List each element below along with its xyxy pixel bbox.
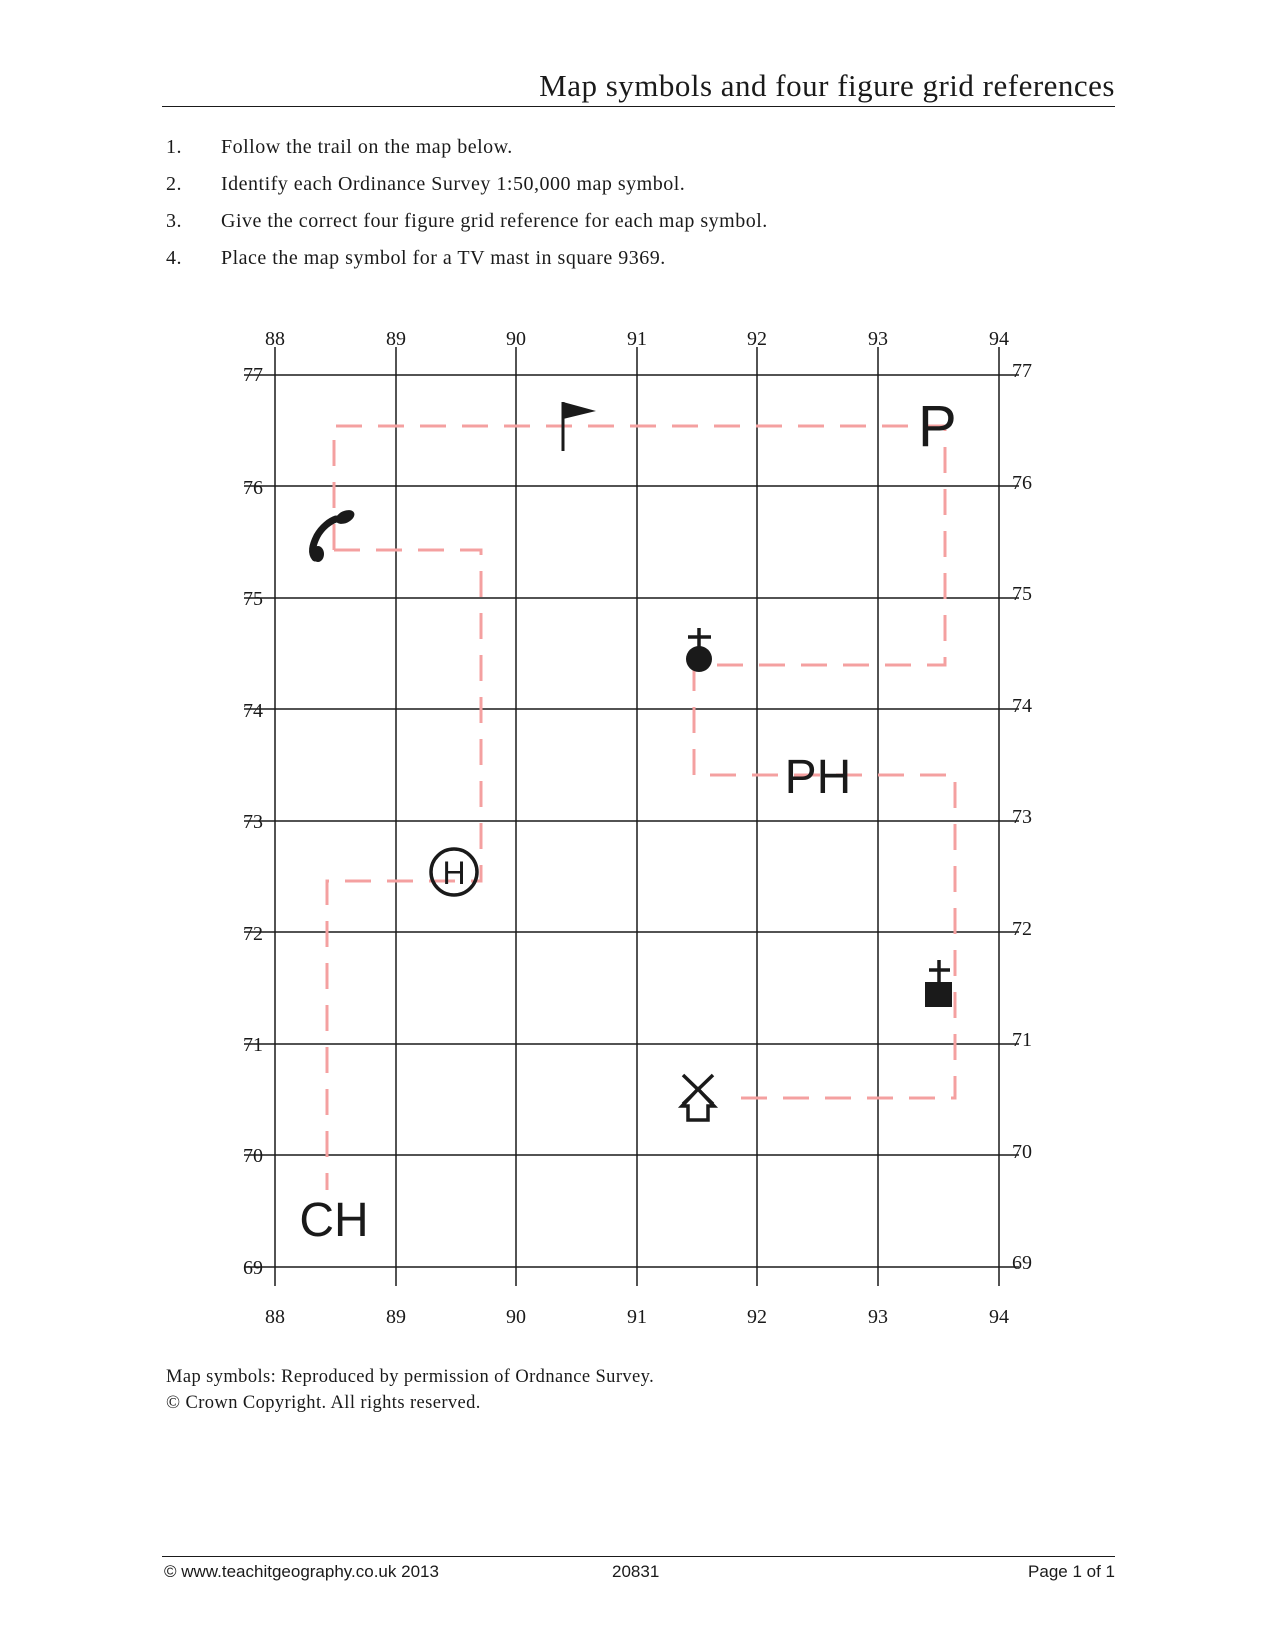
hospital-icon bbox=[431, 849, 477, 895]
instruction-text: Identify each Ordinance Survey 1:50,000 map symbol. bbox=[221, 173, 686, 195]
instruction-text: Follow the trail on the map below. bbox=[221, 136, 513, 158]
parking-icon: P bbox=[918, 394, 957, 459]
easting-label-bottom: 92 bbox=[747, 1306, 767, 1328]
northing-label-left: 69 bbox=[243, 1257, 263, 1279]
credit-line: © Crown Copyright. All rights reserved. bbox=[166, 1393, 481, 1413]
grid-lines bbox=[244, 347, 1019, 1286]
northing-label-right: 69 bbox=[1012, 1252, 1032, 1274]
footer-copyright: © www.teachitgeography.co.uk 2013 bbox=[164, 1562, 439, 1581]
northing-label-right: 75 bbox=[1012, 583, 1032, 605]
windmill-icon bbox=[682, 1075, 714, 1120]
easting-label-top: 94 bbox=[989, 328, 1009, 350]
northing-label-left: 71 bbox=[243, 1034, 263, 1056]
easting-label-top: 91 bbox=[627, 328, 647, 350]
easting-label-bottom: 93 bbox=[868, 1306, 888, 1328]
public-house-label: PH bbox=[784, 751, 852, 804]
northing-label-right: 77 bbox=[1012, 360, 1032, 382]
church-with-spire-icon bbox=[686, 628, 712, 672]
northing-label-right: 70 bbox=[1012, 1141, 1032, 1163]
easting-label-top: 89 bbox=[386, 328, 406, 350]
instruction-number: 4. bbox=[166, 247, 182, 269]
easting-label-bottom: 90 bbox=[506, 1306, 526, 1328]
footer-page-number: Page 1 of 1 bbox=[1028, 1562, 1115, 1581]
hospital-label: H bbox=[442, 855, 466, 891]
northing-label-right: 76 bbox=[1012, 472, 1032, 494]
easting-label-top: 92 bbox=[747, 328, 767, 350]
instruction-text: Place the map symbol for a TV mast in square 9369. bbox=[221, 247, 666, 269]
instruction-number: 3. bbox=[166, 210, 182, 232]
easting-label-top: 90 bbox=[506, 328, 526, 350]
footer-resource-id: 20831 bbox=[612, 1562, 660, 1581]
instruction-text: Give the correct four figure grid reference for each map symbol. bbox=[221, 210, 768, 232]
trail-segment bbox=[694, 665, 955, 1098]
northing-label-right: 71 bbox=[1012, 1029, 1032, 1051]
map-credit bbox=[166, 1364, 654, 1416]
northing-label-left: 70 bbox=[243, 1145, 263, 1167]
easting-label-bottom: 88 bbox=[265, 1306, 285, 1328]
trail-segment bbox=[334, 426, 945, 665]
easting-label-bottom: 94 bbox=[989, 1306, 1009, 1328]
northing-label-left: 73 bbox=[243, 811, 263, 833]
northing-label-left: 74 bbox=[243, 700, 263, 722]
easting-label-top: 88 bbox=[265, 328, 285, 350]
northing-label-right: 72 bbox=[1012, 918, 1032, 940]
northing-label-left: 75 bbox=[243, 588, 263, 610]
page-title: Map symbols and four figure grid references bbox=[539, 68, 1115, 103]
footer-divider bbox=[162, 1556, 1115, 1557]
clubhouse-label: CH bbox=[299, 1194, 369, 1247]
trail-path bbox=[327, 426, 955, 1190]
credit-line: Map symbols: Reproduced by permission of Ordnance Survey. bbox=[166, 1367, 655, 1387]
northing-label-right: 74 bbox=[1012, 695, 1032, 717]
instruction-number: 1. bbox=[166, 136, 182, 158]
northing-label-left: 77 bbox=[243, 364, 263, 386]
easting-label-bottom: 91 bbox=[627, 1306, 647, 1328]
northing-label-right: 73 bbox=[1012, 806, 1032, 828]
easting-label-top: 93 bbox=[868, 328, 888, 350]
church-with-tower-icon bbox=[925, 960, 952, 1007]
easting-label-bottom: 89 bbox=[386, 1306, 406, 1328]
northing-label-left: 72 bbox=[243, 923, 263, 945]
northing-label-left: 76 bbox=[243, 477, 263, 499]
instruction-number: 2. bbox=[166, 173, 182, 195]
